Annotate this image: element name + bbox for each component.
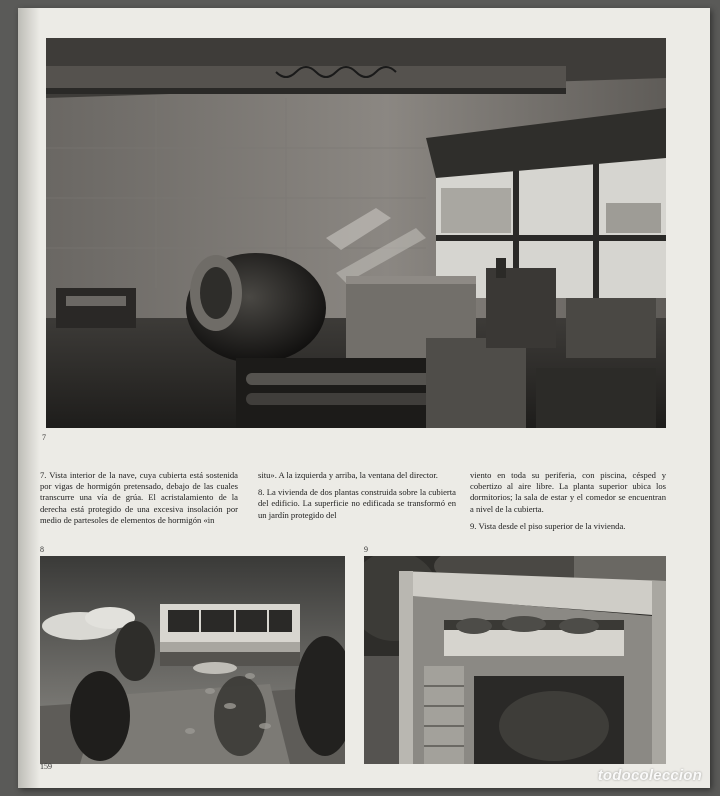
watermark: todocoleccion <box>597 767 702 784</box>
caption-column-1 <box>40 470 238 532</box>
figure-number-8: 8 <box>40 545 44 554</box>
caption-8-continued: viento en toda su periferia, con piscina, césped y cobertizo al aire libre. La planta superior ubica los dormitorios; la sala de estar y el comedor se encuentran a nivel de la cubierta. <box>470 470 666 514</box>
book-page <box>18 8 710 788</box>
caption-column-3 <box>470 470 666 538</box>
photo-rooftop-house <box>40 556 345 764</box>
caption-7-continued: situ». A la izquierda y arriba, la ventana del director. <box>258 470 438 480</box>
caption-8: 8. La vivienda de dos plantas construida sobre la cubierta del edificio. La superficie no edificada se transformó en un jardín protegido del <box>258 487 456 520</box>
spine-shadow <box>18 8 40 788</box>
photo-view-from-upper-floor <box>364 556 666 764</box>
figure-number-7: 7 <box>42 433 46 442</box>
page-number: 159 <box>40 762 52 771</box>
caption-7: 7. Vista interior de la nave, cuya cubierta está sostenida por vigas de hormigón pretensado, debajo de las cuales transcurre una vía de grúa. El acristalamiento de la derecha está protegido de una excesiva insolación por medio de partesoles de elementos de hormigón «in <box>40 470 238 525</box>
photo-factory-interior <box>46 38 666 428</box>
caption-9: 9. Vista desde el piso superior de la vivienda. <box>470 520 626 531</box>
figure-number-9: 9 <box>364 545 368 554</box>
caption-column-2 <box>258 470 456 527</box>
